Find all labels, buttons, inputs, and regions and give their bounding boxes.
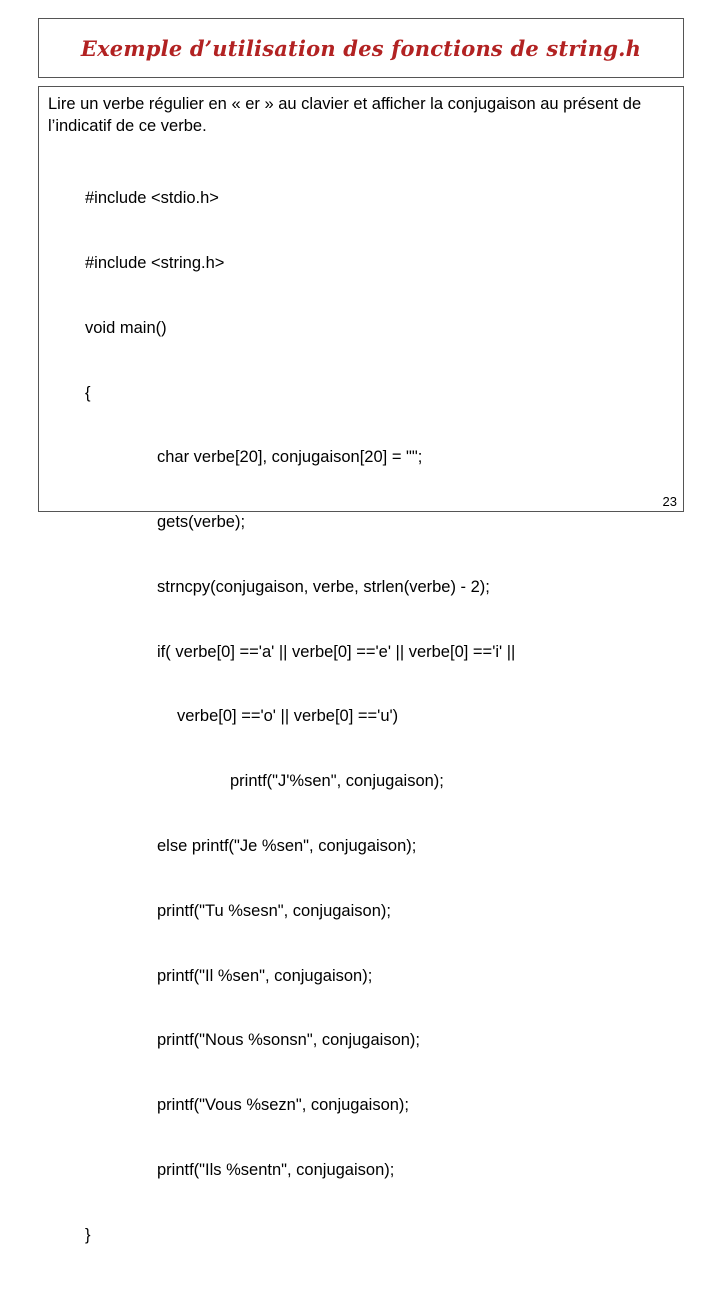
code-line: printf("Il %sen", conjugaison); bbox=[157, 966, 373, 985]
code-line: printf("Tu %sesn", conjugaison); bbox=[157, 901, 391, 920]
content-box bbox=[38, 86, 684, 1244]
code-line: char verbe[20], conjugaison[20] = ""; bbox=[157, 448, 423, 467]
code-line: strncpy(conjugaison, verbe, strlen(verbe) - 2); bbox=[157, 577, 490, 596]
code-line: printf("Nous %sonsn", conjugaison); bbox=[157, 1031, 421, 1050]
code-line: { bbox=[85, 383, 91, 402]
code-line: #include <stdio.h> bbox=[85, 189, 219, 208]
title-box bbox=[38, 18, 684, 78]
page-number: 23 bbox=[662, 494, 677, 509]
code-line: printf("Ils %sentn", conjugaison); bbox=[157, 1160, 395, 1179]
code-line: #include <string.h> bbox=[85, 253, 225, 272]
intro-text: Lire un verbe régulier en « er » au clavier et afficher la conjugaison au présent de l’indicatif de ce verbe. bbox=[48, 95, 642, 135]
code-line: gets(verbe); bbox=[157, 513, 246, 532]
code-block bbox=[85, 145, 515, 1289]
code-line: printf("Vous %sezn", conjugaison); bbox=[157, 1096, 410, 1115]
code-line: printf("J'%sen", conjugaison); bbox=[230, 772, 444, 791]
code-line: else printf("Je %sen", conjugaison); bbox=[157, 837, 417, 855]
code-line: verbe[0] =='o' || verbe[0] =='u') bbox=[177, 707, 399, 726]
code-line: } bbox=[85, 1225, 91, 1244]
code-line: if( verbe[0] =='a' || verbe[0] =='e' || verbe[0] =='i' || bbox=[157, 642, 516, 661]
slide-title: Exemple d’utilisation des fonctions de string.h bbox=[80, 35, 642, 61]
code-line: void main() bbox=[85, 318, 167, 337]
